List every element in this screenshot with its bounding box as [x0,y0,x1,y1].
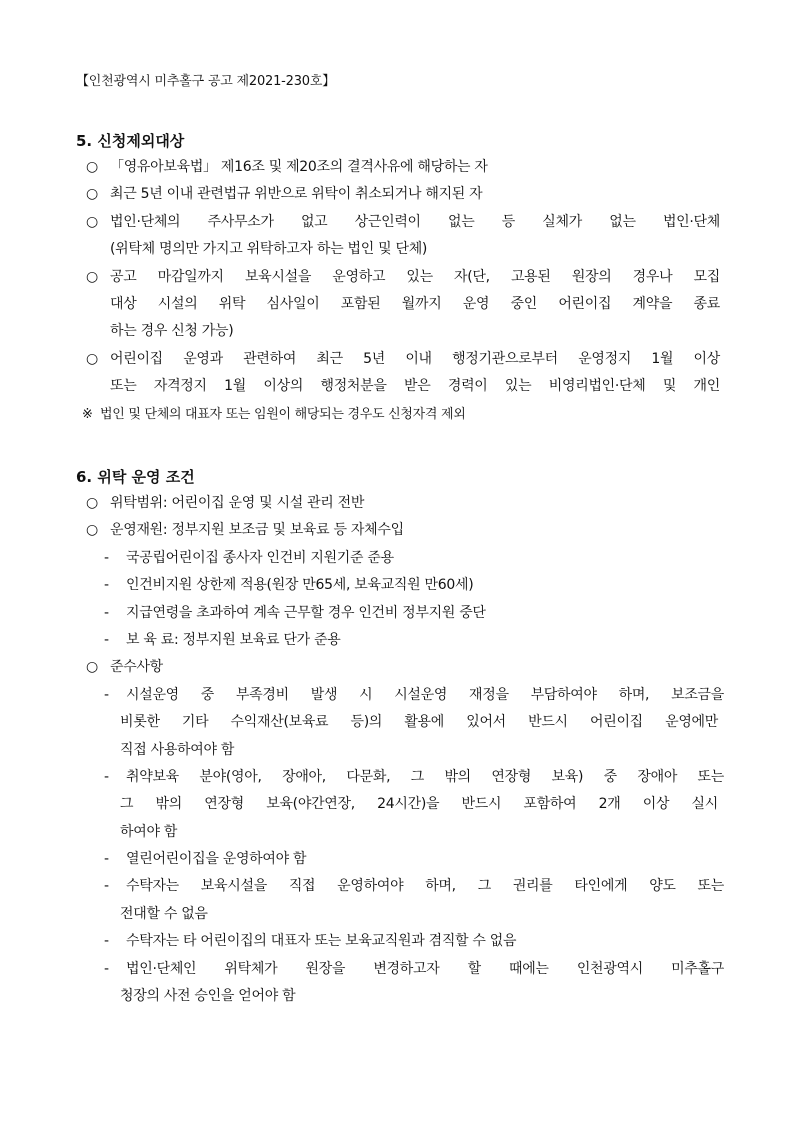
list-item-continuation: 하는 경우 신청 가능) [110,323,234,340]
circle-bullet: ○ [86,186,98,203]
circle-bullet: ○ [86,268,98,285]
dash-bullet: - [104,878,109,895]
dash-bullet: - [104,851,109,868]
list-item: ○ 「영유아보육법」 제16조 및 제20조의 결격사유에 해당하는 자 [76,154,726,181]
circle-bullet: ○ [86,659,98,676]
dash-bullet: - [104,933,109,950]
sub-item: - 인건비지원 상한제 적용(원장 만65세, 보육교직원 만60세) [76,572,726,599]
list-item-continuation: 또는 자격정지 1월 이상의 행정처분을 받은 경력이 있는 비영리법인·단체 및 개인 [110,378,720,395]
dash-bullet: - [104,549,109,566]
dash-bullet: - [104,577,109,594]
section-6 [76,464,726,1010]
section-5 [76,128,726,428]
dash-bullet: - [104,960,109,977]
sub-item: - 수탁자는 보육시설을 직접 운영하여야 하며, 그 권리를 타인에게 양도 또는 [76,873,726,900]
circle-bullet: ○ [86,159,98,175]
dash-bullet: - [104,631,109,648]
dash-bullet: - [104,604,109,621]
list-item: ○ 운영재원: 정부지원 보조금 및 보육료 등 자체수입 [76,517,726,544]
list-item: ○ 위탁범위: 어린이집 운영 및 시설 관리 전반 [76,490,726,517]
list-item-continuation: 대상 시설의 위탁 심사일이 포함된 월까지 운영 중인 어린이집 계약을 종료 [110,295,720,312]
sub-item: - 취약보육 분야(영아, 장애아, 다문화, 그 밖의 연장형 보육) 중 장애아 또는 [76,764,726,791]
section-6-title: 6. 위탁 운영 조건 [76,468,195,486]
list-item-continuation: (위탁체 명의만 가지고 위탁하고자 하는 법인 및 단체) [110,241,428,258]
section-5-title: 5. 신청제외대상 [76,132,185,150]
sub-item: - 지급연령을 초과하여 계속 근무할 경우 인건비 정부지원 중단 [76,600,726,627]
sub-item: - 시설운영 중 부족경비 발생 시 시설운영 재정을 부담하여야 하며, 보조금을 [76,682,726,709]
sub-item: - 국공립어린이집 종사자 인건비 지원기준 준용 [76,545,726,572]
circle-bullet: ○ [86,213,98,230]
sub-item-continuation: 그 밖의 연장형 보육(야간연장, 24시간)을 반드시 포함하여 2개 이상 실시 [120,796,718,813]
circle-bullet: ○ [86,495,98,511]
list-item: ○ 공고 마감일까지 보육시설을 운영하고 있는 자(단, 고용된 원장의 경우나 모집 [76,264,726,291]
dash-bullet: - [104,768,109,785]
list-item: ○ 최근 5년 이내 관련법규 위반으로 위탁이 취소되거나 해지된 자 [76,181,726,208]
list-item: ○ 준수사항 [76,654,726,681]
sub-item: - 법인·단체인 위탁체가 원장을 변경하고자 할 때에는 인천광역시 미추홀구 [76,956,726,983]
sub-item-continuation: 전대할 수 없음 [120,905,208,922]
sub-item: - 열린어린이집을 운영하여야 함 [76,846,726,873]
note: ※ 법인 및 단체의 대표자 또는 임원이 해당되는 경우도 신청자격 제외 [76,401,726,428]
list-item: ○ 어린이집 운영과 관련하여 최근 5년 이내 행정기관으로부터 운영정지 1월 이상 [76,346,726,373]
sub-item-continuation: 비롯한 기타 수익재산(보육료 등)의 활용에 있어서 반드시 어린이집 운영에만 [120,714,718,731]
sub-item-continuation: 직접 사용하여야 함 [120,741,235,758]
list-item: ○ 법인·단체의 주사무소가 없고 상근인력이 없는 등 실체가 없는 법인·단체 [76,209,726,236]
sub-item-continuation: 청장의 사전 승인을 얻어야 함 [120,988,296,1005]
reference-mark: ※ [82,406,93,422]
sub-item: - 수탁자는 타 어린이집의 대표자 또는 보육교직원과 겸직할 수 없음 [76,928,726,955]
notice-number: 【인천광역시 미추홀구 공고 제2021-230호】 [76,74,336,89]
sub-item-continuation: 하여야 함 [120,823,178,840]
circle-bullet: ○ [86,522,98,539]
sub-item: - 보 육 료: 정부지원 보육료 단가 준용 [76,627,726,654]
dash-bullet: - [104,686,109,703]
circle-bullet: ○ [86,350,98,367]
